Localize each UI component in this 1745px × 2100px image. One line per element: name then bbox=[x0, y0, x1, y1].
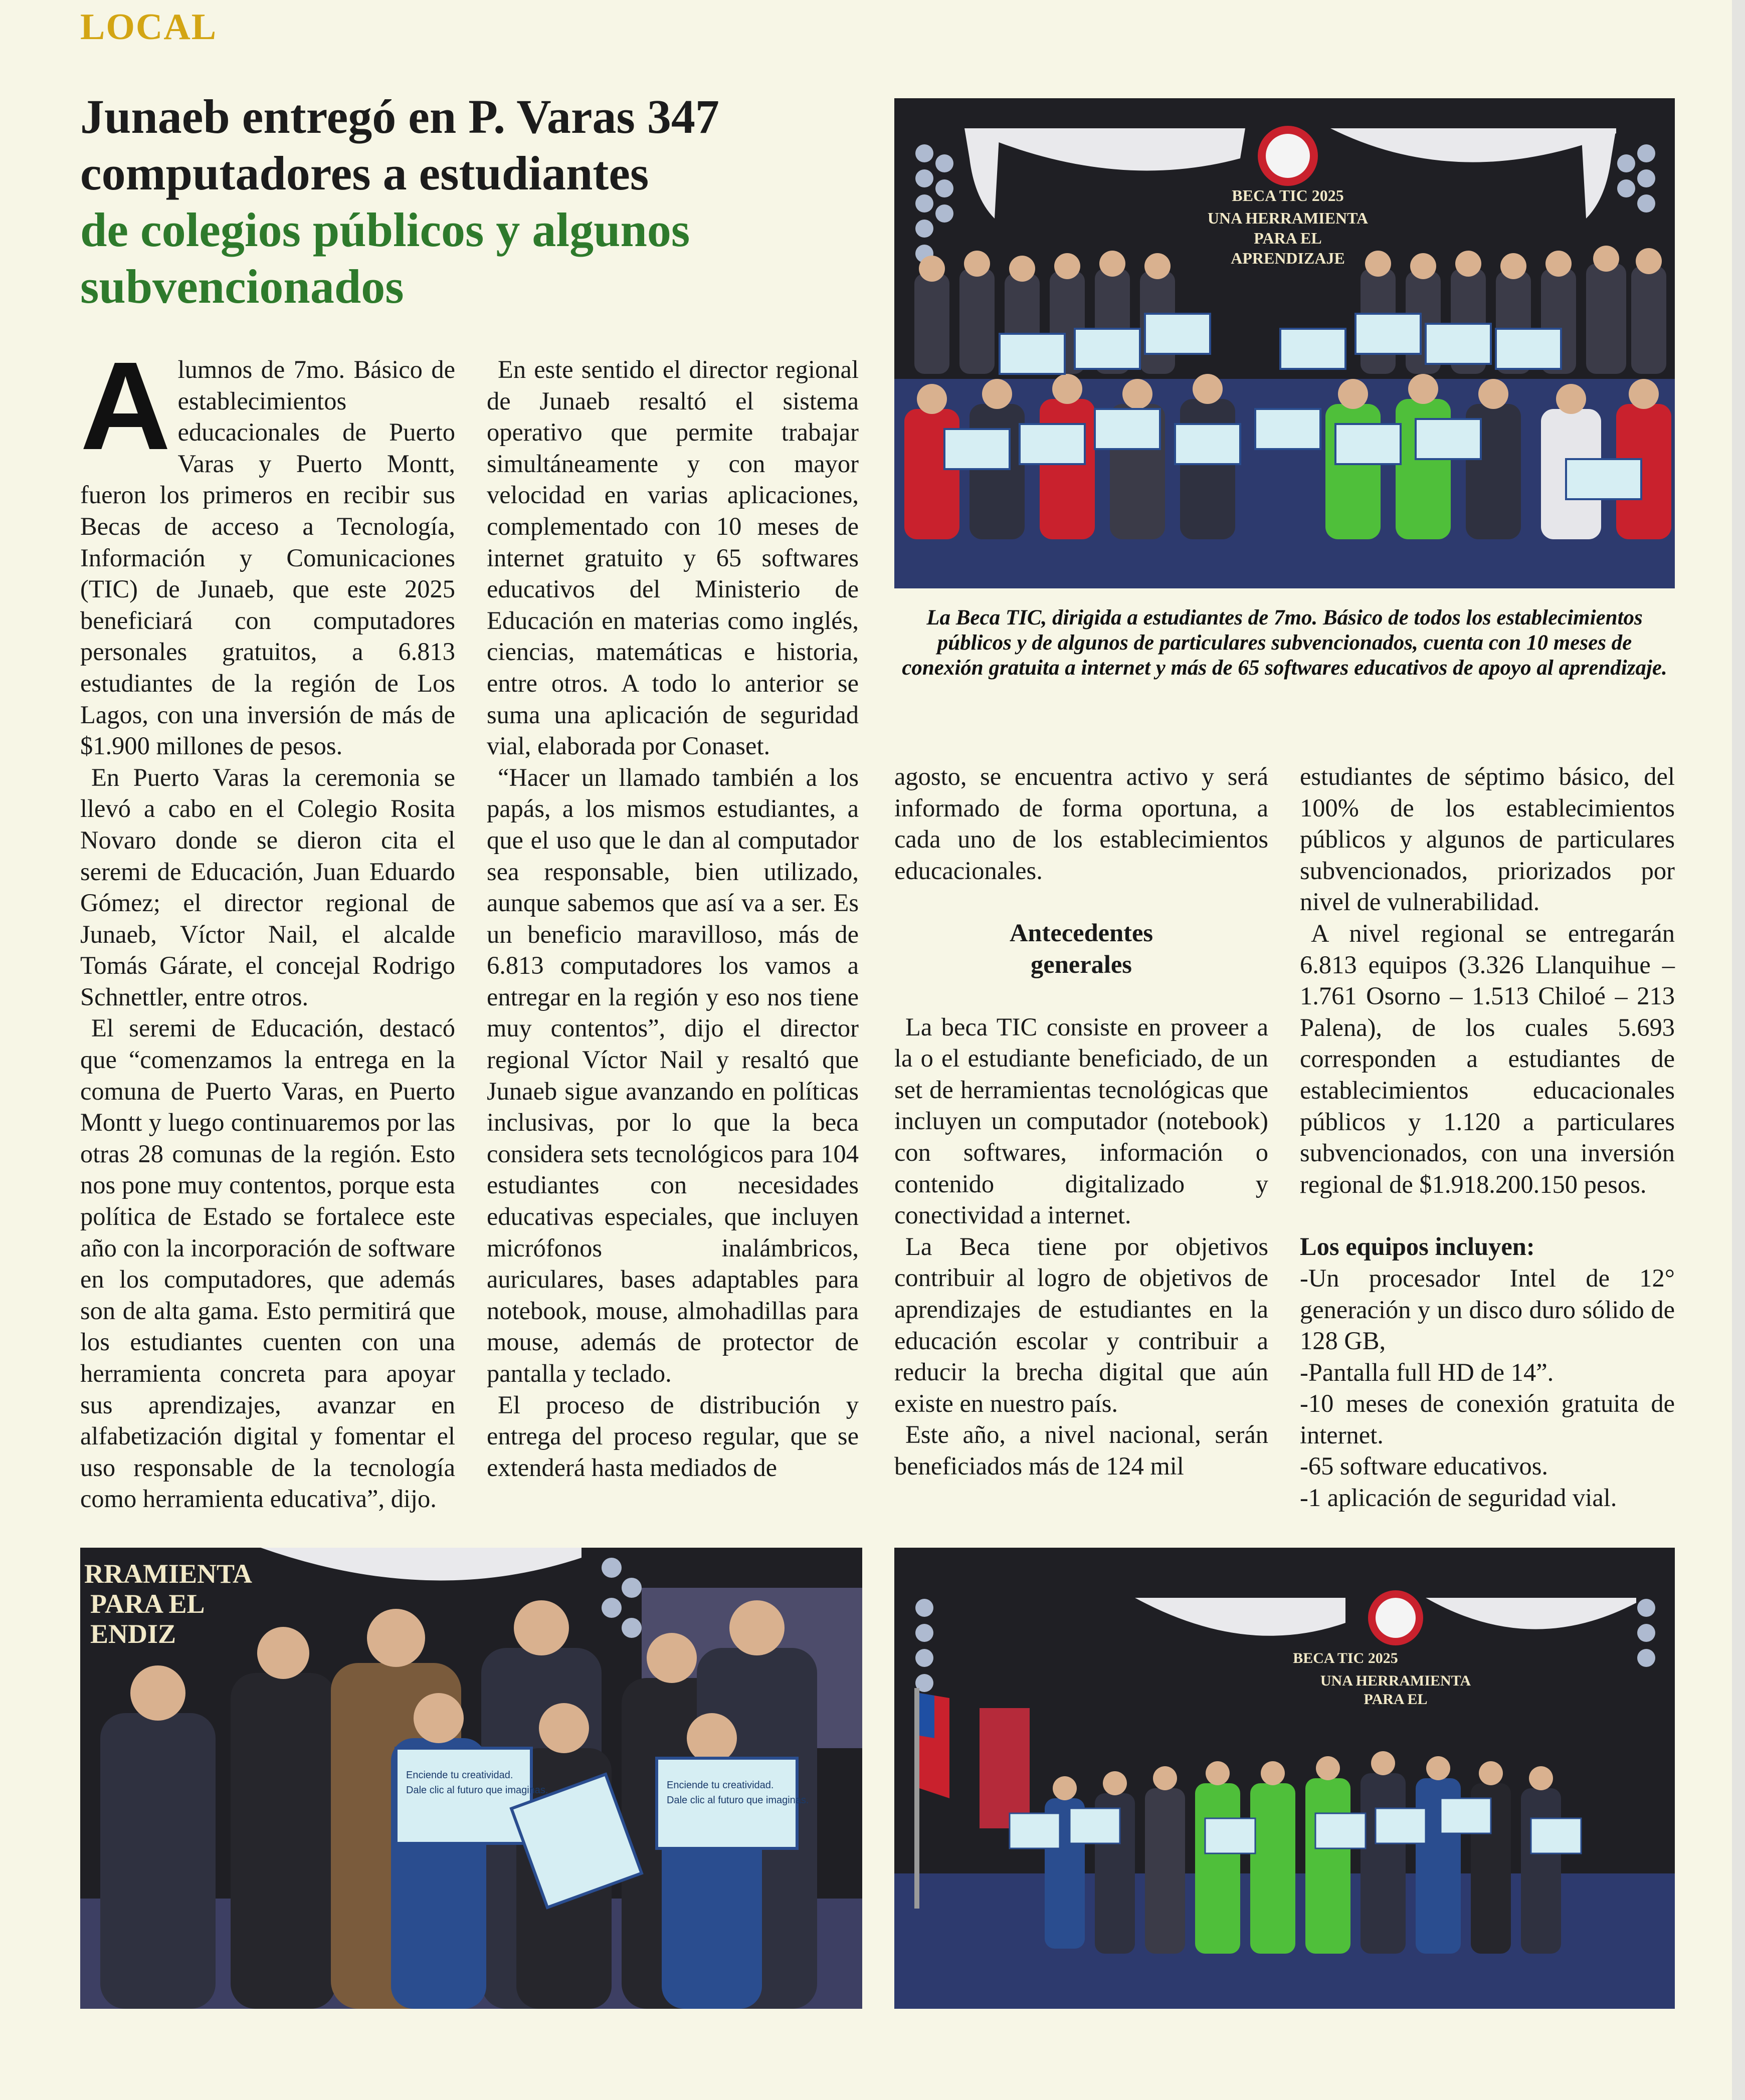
banner-title: BECA TIC 2025 bbox=[1232, 186, 1344, 204]
banner-line-1: UNA HERRAMIENTA bbox=[1320, 1672, 1471, 1689]
officials-photo-illustration bbox=[80, 1548, 862, 2009]
equipment-item: -Pantalla full HD de 14”. bbox=[1300, 1358, 1554, 1386]
equipment-item: -65 software educativos. bbox=[1300, 1452, 1548, 1481]
equipment-item: -10 meses de conexión gratuita de internet. bbox=[1300, 1389, 1675, 1449]
card-text-line-1: Enciende tu creatividad. bbox=[667, 1780, 774, 1791]
backdrop-banner-line-2: PARA EL bbox=[90, 1589, 205, 1619]
article-column-3 bbox=[894, 761, 1268, 1482]
caption-lead: La Beca TIC bbox=[926, 606, 1042, 629]
banner-line-1: UNA HERRAMIENTA bbox=[1207, 209, 1369, 227]
backdrop-banner-line-3: ENDIZ bbox=[90, 1619, 176, 1649]
equipment-item: -1 aplicación de seguridad vial. bbox=[1300, 1484, 1617, 1512]
article-column-1 bbox=[80, 336, 455, 1515]
headline bbox=[80, 88, 862, 315]
headline-line-1: Junaeb entregó en P. Varas 347 computadores a estudiantes bbox=[80, 90, 719, 200]
article-paragraph: Alumnos de 7mo. Básico de establecimientos educacionales de Puerto Varas y Puerto Montt, fueron los primeros en recibir sus Becas de acceso a Tecnología, Información y Comunicaciones (TIC) de Junaeb, que este 2025 beneficiará con computadores personales gratuitos, a 6.813 estudiantes de la región de Los Lagos, con una inversión de más de $1.900 millones de pesos. bbox=[80, 336, 455, 760]
card-text-line-1: Enciende tu creatividad. bbox=[406, 1770, 513, 1781]
equipment-list-title: Los equipos incluyen: bbox=[1300, 1232, 1535, 1261]
subheading: Antecedentes generales bbox=[1009, 919, 1153, 978]
officials-photo bbox=[80, 1548, 862, 2009]
article-paragraph: La beca TIC consiste en proveer a la o el estudiante beneficiado, de un set de herramientas tecnológicas que incluyen un computador (notebook) con softwares, información o contenido digitalizado y conectividad a internet. bbox=[894, 1012, 1268, 1229]
section-label: LOCAL bbox=[80, 7, 218, 48]
group-photo-main bbox=[894, 98, 1675, 588]
article-paragraph: En este sentido el director regional de Junaeb resaltó el sistema operativo que permite trabajar simultáneamente y con mayor velocidad en varias aplicaciones, complementado con 10 meses de internet gratuito y 65 softwares educativos del Ministerio de Educación en materias como inglés, ciencias, matemáticas e historia, entre otros. A todo lo anterior se suma una aplicación de seguridad vial, elaborada por Conaset. bbox=[487, 355, 859, 760]
article-column-4 bbox=[1300, 761, 1675, 1514]
banner-line-3: APRENDIZAJE bbox=[1231, 249, 1345, 267]
banner-line-2: PARA EL bbox=[1254, 229, 1322, 247]
students-stage-photo-illustration bbox=[894, 1548, 1675, 2009]
article-paragraph: La Beca tiene por objetivos contribuir al logro de objetivos de aprendizajes de estudiantes en la educación escolar y contribuir a reducir la brecha digital que aún existe en nuestro país. bbox=[894, 1232, 1268, 1417]
drop-cap: A bbox=[80, 336, 171, 476]
students-stage-photo bbox=[894, 1548, 1675, 2009]
article-paragraph: A nivel regional se entregarán 6.813 equipos (3.326 Llanquihue – 1.761 Osorno – 1.513 Chiloé – 213 Palena), de los cuales 5.693 corresponden a estudiantes de establecimientos educacionales públicos y 1.120 a particulares subvencionados, con una inversión regional de $1.918.200.150 pesos. bbox=[1300, 919, 1675, 1198]
backdrop-banner-line-1: RRAMIENTA bbox=[84, 1559, 252, 1589]
article-paragraph: agosto, se encuentra activo y será informado de forma oportuna, a cada uno de los establecimientos educacionales. bbox=[894, 762, 1268, 885]
article-paragraph: El seremi de Educación, destacó que “comenzamos la entrega en la comuna de Puerto Varas, en Puerto Montt y luego continuaremos por las otras 28 comunas de la región. Esto nos pone muy contentos, porque esta política de Estado se fortalece este año con la incorporación de software en los computadores, que además son de alta gama. Esto permitirá que los estudiantes cuenten con una herramienta concreta para apoyar sus aprendizajes, avanzar en alfabetización digital y fomentar el uso responsable de la tecnología como herramienta educativa”, dijo. bbox=[80, 1014, 455, 1513]
article-column-2 bbox=[487, 354, 859, 1483]
banner-line-2: PARA EL bbox=[1364, 1691, 1428, 1708]
article-paragraph: El proceso de distribución y entrega del proceso regular, que se extenderá hasta mediados de bbox=[487, 1390, 859, 1482]
headline-line-2: de colegios públicos y algunos subvencionados bbox=[80, 203, 690, 313]
article-paragraph: En Puerto Varas la ceremonia se llevó a cabo en el Colegio Rosita Novaro donde se dieron cita el seremi de Educación, Juan Eduardo Gómez; el director regional de Junaeb, Víctor Nail, el alcalde Tomás Gárate, el concejal Rodrigo Schnettler, entre otros. bbox=[80, 763, 455, 1011]
group-photo-main-illustration bbox=[894, 98, 1675, 588]
banner-title: BECA TIC 2025 bbox=[1293, 1650, 1398, 1666]
page-edge bbox=[1732, 0, 1745, 2100]
equipment-item: -Un procesador Intel de 12° generación y un disco duro sólido de 128 GB, bbox=[1300, 1264, 1675, 1355]
photo-caption bbox=[897, 605, 1672, 681]
article-paragraph: Este año, a nivel nacional, serán beneficiados más de 124 mil bbox=[894, 1420, 1268, 1480]
article-paragraph: estudiantes de séptimo básico, del 100% de los establecimientos públicos y algunos de particulares subvencionados, priorizados por nivel de vulnerabilidad. bbox=[1300, 762, 1675, 916]
equipment-list bbox=[1300, 1263, 1675, 1514]
caption-text: , dirigida a estudiantes de 7mo. Básico de todos los establecimientos públicos y de algunos de particulares subvencionados, cuenta con 10 meses de conexión gratuita a internet y más de 65 softwares educativos de apoyo al aprendizaje. bbox=[902, 606, 1667, 680]
card-text-line-2: Dale clic al futuro que imaginas. bbox=[667, 1795, 809, 1806]
card-text-line-2: Dale clic al futuro que imaginas. bbox=[406, 1785, 548, 1796]
article-paragraph: “Hacer un llamado también a los papás, a los mismos estudiantes, a que el uso que le dan al computador sea responsable, bien utilizado, aunque sabemos que así va a ser. Es un beneficio maravilloso, más de 6.813 computadores los vamos a entregar en la región y eso nos tiene muy contentos”, dijo el director regional Víctor Nail y resaltó que Junaeb sigue avanzando en políticas inclusivas, por lo que la beca considera sets tecnológicos para 104 estudiantes con necesidades educativas especiales, que incluyen micrófonos inalámbricos, auriculares, bases adaptables para notebook, mouse, almohadillas para mouse, además de protector de pantalla y teclado. bbox=[487, 763, 859, 1387]
